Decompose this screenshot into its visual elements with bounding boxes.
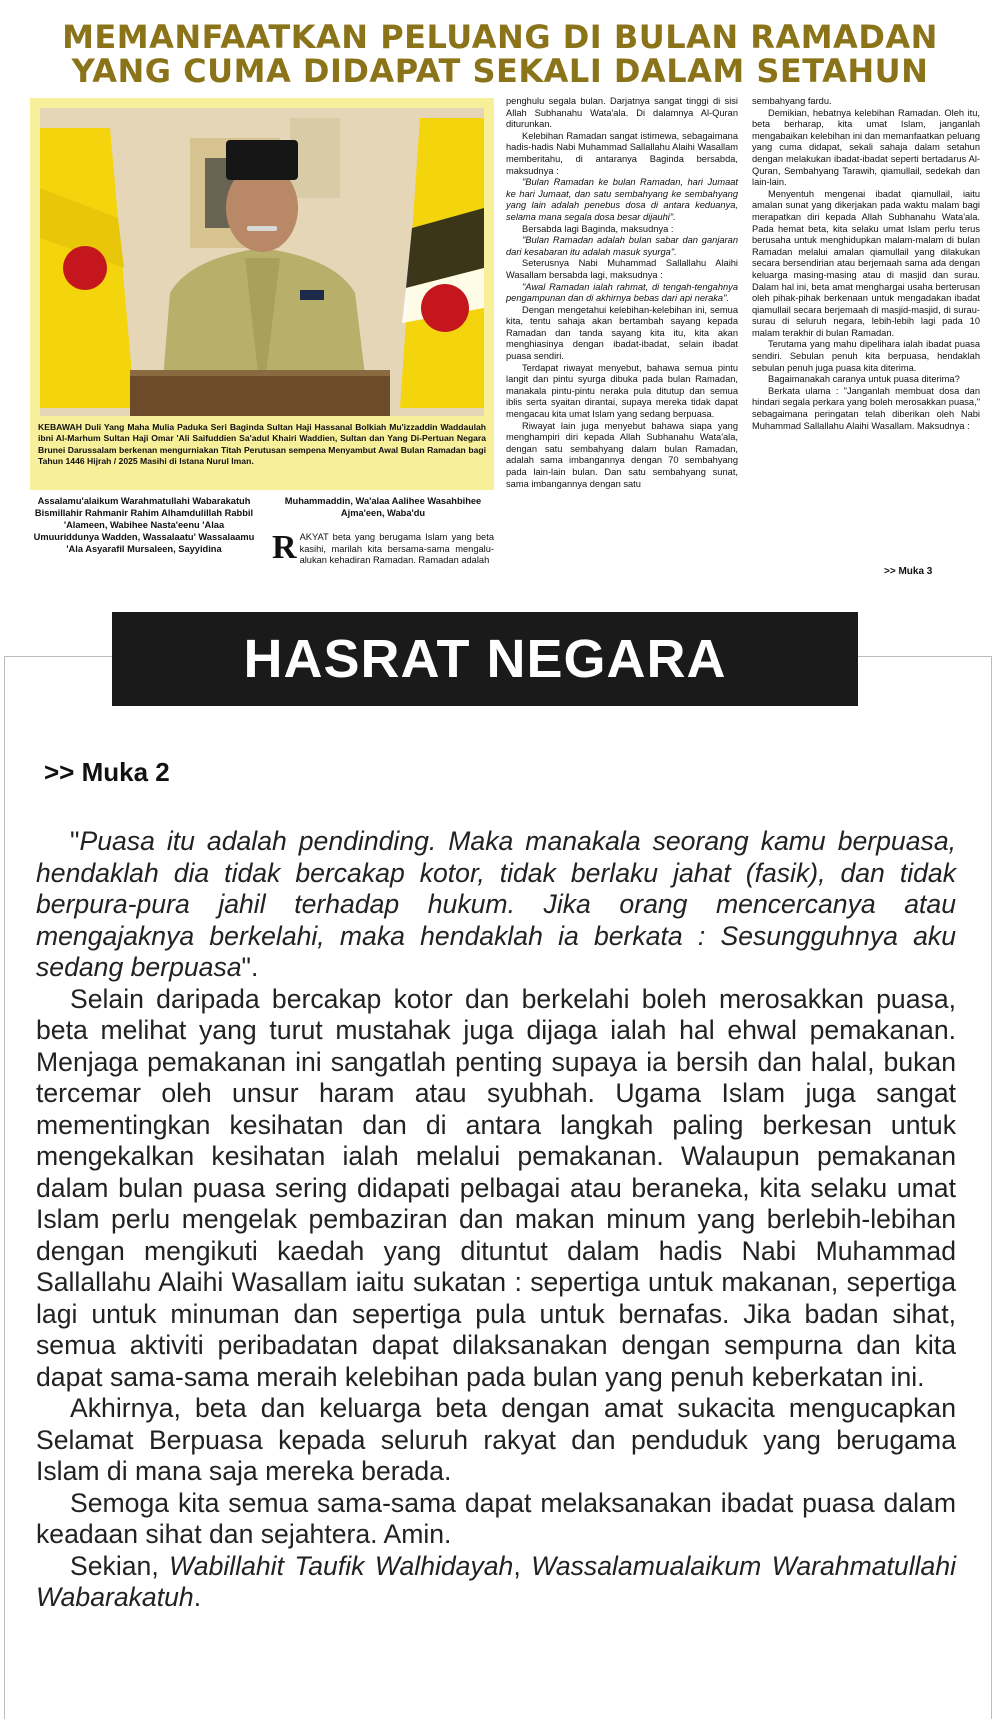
photo-caption: KEBAWAH Duli Yang Maha Mulia Paduka Seri Baginda Sultan Haji Hassanal Bolkiah Mu'izzaddin Waddaulah ibni Al-Marhum Sultan Haji Omar 'Ali Saifuddien Sa'adul Khairi Waddien, Sultan dan Yang Di-Pertuan Negara Brunei Darussalam berkenan mengurniakan Titah Perutusan sempena Menyambut Awal Bulan Ramadan bagi Tahun 1446 Hijrah / 2025 Masihi di Istana Nurul Iman.: [38, 422, 486, 466]
article-column-3: [506, 96, 738, 490]
continued-from-muka-2: >> Muka 2: [44, 757, 170, 787]
col4-paragraph: sembahyang fardu.: [752, 96, 832, 106]
closing-period: .: [193, 1582, 202, 1612]
quote-paragraph: [36, 826, 956, 984]
dropcap: R: [272, 529, 297, 566]
col3-paragraph: "Bulan Ramadan ke bulan Ramadan, hari Jumaat ke hari Jumaat, dan satu sembahyang ke sembahyang yang lain adalah penebus dosa di antara keduanya, selama mana segala dosa besar dijauhi".: [506, 177, 738, 222]
paragraph-greeting: Akhirnya, beta dan keluarga beta dengan amat sukacita mengucapkan Selamat Berpuasa kepada seluruh rakyat dan penduduk yang berugama Islam di mana saja mereka berada.: [36, 1393, 956, 1486]
hadith-quote: Puasa itu adalah pendinding. Maka manakala seorang kamu berpuasa, hendaklah dia tidak bercakap kotor, tidak berlaku jahat (fasik), dan tidak berpura-pura jahil terhadap hukum. Jika orang mencercanya atau mengajaknya berkelahi, maka hendaklah ia berkata : Sesungguhnya aku sedang berpuasa: [36, 826, 956, 982]
greeting-right: Muhammaddin, Wa'alaa Aalihee Wasahbihee Ajma'een, Waba'du: [284, 496, 482, 518]
quote-open: ": [70, 826, 80, 856]
col4-paragraph: Demikian, hebatnya kelebihan Ramadan. Oleh itu, beta berharap, kita umat Islam, janganlah mengabaikan kelebihan ini dan memanfaatkan peluang yang cuma didapat, sekali sahaja dalam setahun dengan melakukan ibadat-ibadat seperti bertadarus Al-Quran, Sembahyang Tarawih, qiamullail, sedekah dan lain-lain.: [752, 107, 980, 188]
sultan-photo: [40, 108, 484, 416]
opening-text: AKYAT beta yang berugama Islam yang beta kasihi, marilah kita bersama-sama mengalu-alukan kehadiran Ramadan. Ramadan adalah: [299, 532, 494, 566]
closing-comma: ,: [513, 1550, 532, 1581]
col3-paragraph: penghulu segala bulan. Darjatnya sangat tinggi di sisi Allah Subhanahu Wata'ala. Di dalamnya Al-Quran diturunkan.: [506, 96, 738, 130]
article-column-4: [752, 96, 980, 432]
closing-wassalam: Wassalamualaikum Warahmatullahi Wabarakatuh: [36, 1550, 957, 1612]
continuation-body: [36, 826, 956, 1614]
closing-wabillahit: Wabillahit Taufik Walhidayah: [169, 1550, 514, 1581]
col3-paragraph: "Awal Ramadan ialah rahmat, di tengah-tengahnya pengampunan dan di akhirnya bebas dari api neraka".: [506, 281, 738, 304]
paragraph-diet: Selain daripada bercakap kotor dan berkelahi boleh merosakkan puasa, beta melihat yang turut mustahak juga dijaga ialah hal ehwal pemakanan. Menjaga pemakanan ini sangatlah penting supaya ia bersih dan halal, bukan tercemar oleh unsur haram atau syubhah. Ugama Islam juga sangat mementingkan kesihatan dan di antara langkah paling berkesan untuk mengekalkan kesihatan ialah melalui pemakanan. Walaupun pemakanan dalam bulan puasa sering didapati pelbagai atau beraneka, kita selaku umat Islam perlu mengelak pembaziran dan makan minum yang berlebih-lebihan dengan mengikuti kaedah yang dituntut dalam hadis Nabi Muhammad Sallallahu Alaihi Wasallam iaitu sukatan : sepertiga untuk makanan, sepertiga lagi untuk minuman dan sepertiga pula untuk bernafas. Jika badan sihat, semua aktiviti peribadatan dapat dilaksanakan dengan sempurna dan kita dapat sama-sama meraih kelebihan pada bulan yang penuh keberkatan ini.: [36, 983, 956, 1392]
col4-paragraph: Berkata ulama : "Janganlah membuat dosa dan hindari segala perkara yang boleh merosakkan puasa," sebagaimana peringatan telah diberikan oleh Nabi Muhammad Sallallahu Alaihi Wasallam. Maksudnya :: [752, 385, 980, 431]
sultan-portrait-illustration: [40, 108, 484, 416]
col3-paragraph: Riwayat lain juga menyebut bahawa siapa yang menghampiri diri kepada Allah Subhanahu Wata'ala, dengan satu sembahyang dalam bulan Ramadan, adalah sama imbangannya dengan 70 sembahyang pada lain-lain bulan. Dan satu sembahyang sunat, sama imbangannya dengan satu: [506, 420, 738, 489]
quote-close: ".: [241, 952, 259, 982]
paragraph-prayer: Semoga kita semua sama-sama dapat melaksanakan ibadat puasa dalam keadaan sihat dan sejahtera. Amin.: [36, 1487, 956, 1549]
col4-paragraph: Terutama yang mahu dipelihara ialah ibadat puasa sendiri. Sebulan penuh kita berpuasa, hendaklah sebulan penuh juga puasa kita diterima.: [752, 339, 980, 373]
col4-paragraph: Bagaimanakah caranya untuk puasa diterima?: [768, 374, 960, 385]
opening-paragraph: [272, 529, 494, 567]
col3-paragraph: Bersabda lagi Baginda, maksudnya :: [522, 223, 674, 234]
headline-line-2: YANG CUMA DIDAPAT SEKALI DALAM SETAHUN: [71, 52, 929, 90]
col3-paragraph: "Bulan Ramadan adalah bulan sabar dan ganjaran dari kesabaran itu adalah masuk syurga".: [506, 235, 738, 257]
section-banner: HASRAT NEGARA: [112, 612, 858, 706]
col3-paragraph: Kelebihan Ramadan sangat istimewa, sebagaimana hadis-hadis Nabi Muhammad Sallallahu Alaihi Wasallam memberitahu, di antaranya Baginda bersabda, maksudnya :: [506, 130, 738, 176]
col3-paragraph: Terdapat riwayat menyebut, bahawa semua pintu langit dan pintu syurga dibuka pada bulan Ramadan, manakala pintu-pintu neraka pula ditutup dan semua iblis serta syaitan dirantai, supaya mereka tidak dapat mengacau kita umat Islam yang sedang berpuasa.: [506, 362, 738, 420]
closing-sekian: Sekian,: [70, 1550, 170, 1581]
col3-paragraph: Seterusnya Nabi Muhammad Sallallahu Alaihi Wasallam bersabda lagi, maksudnya :: [506, 258, 738, 280]
greeting-left: Assalamu'alaikum Warahmatullahi Wabarakatuh Bismillahir Rahmanir Rahim Alhamdulillah Rabbil 'Alameen, Wabihee Nasta'eenu 'Alaa Umuuriddunya Wadden, Wassalaatu' Wassalaamu 'Ala Asyarafil Mursaleen, Sayyidina: [33, 496, 255, 554]
continue-link-muka-3[interactable]: >> Muka 3: [884, 566, 933, 577]
photo-box: [30, 98, 494, 490]
paragraph-closing: [36, 1551, 956, 1614]
headline: [0, 20, 1000, 88]
headline-line-1: MEMANFAATKAN PELUANG DI BULAN RAMADAN: [62, 18, 938, 56]
col4-paragraph: Menyentuh mengenai ibadat qiamullail, iaitu amalan sunat yang dikerjakan pada waktu malam bagi merapatkan diri kepada Allah Subhanahu Wata'ala. Pada hemat beta, kita selaku umat Islam perlu terus berusaha untuk menghidupkan malam-malam di bulan Ramadan melalui amalan qiamullail yang dilakukan secara bersendirian atau berjemaah sama ada dengan keluarga masing-masing atau di masjid dan surau. Dalam hal ini, beta amat menghargai usaha berterusan oleh pihak-pihak berkenaan untuk mengadakan ibadat qiamullail secara berjemaah di masjid-masjid, di surau-surau di seluruh negara, lebih-lebih lagi pada 10 malam terakhir di bulan Ramadan.: [752, 188, 980, 338]
col3-paragraph: Dengan mengetahui kelebihan-kelebihan ini, semua kita, tentu sahaja akan bertambah sayang kepada Ramadan dan tanda sayang kita itu, kita akan menghiasinya dengan ibadat-ibadat, selain ibadat puasa sendiri.: [506, 304, 738, 362]
